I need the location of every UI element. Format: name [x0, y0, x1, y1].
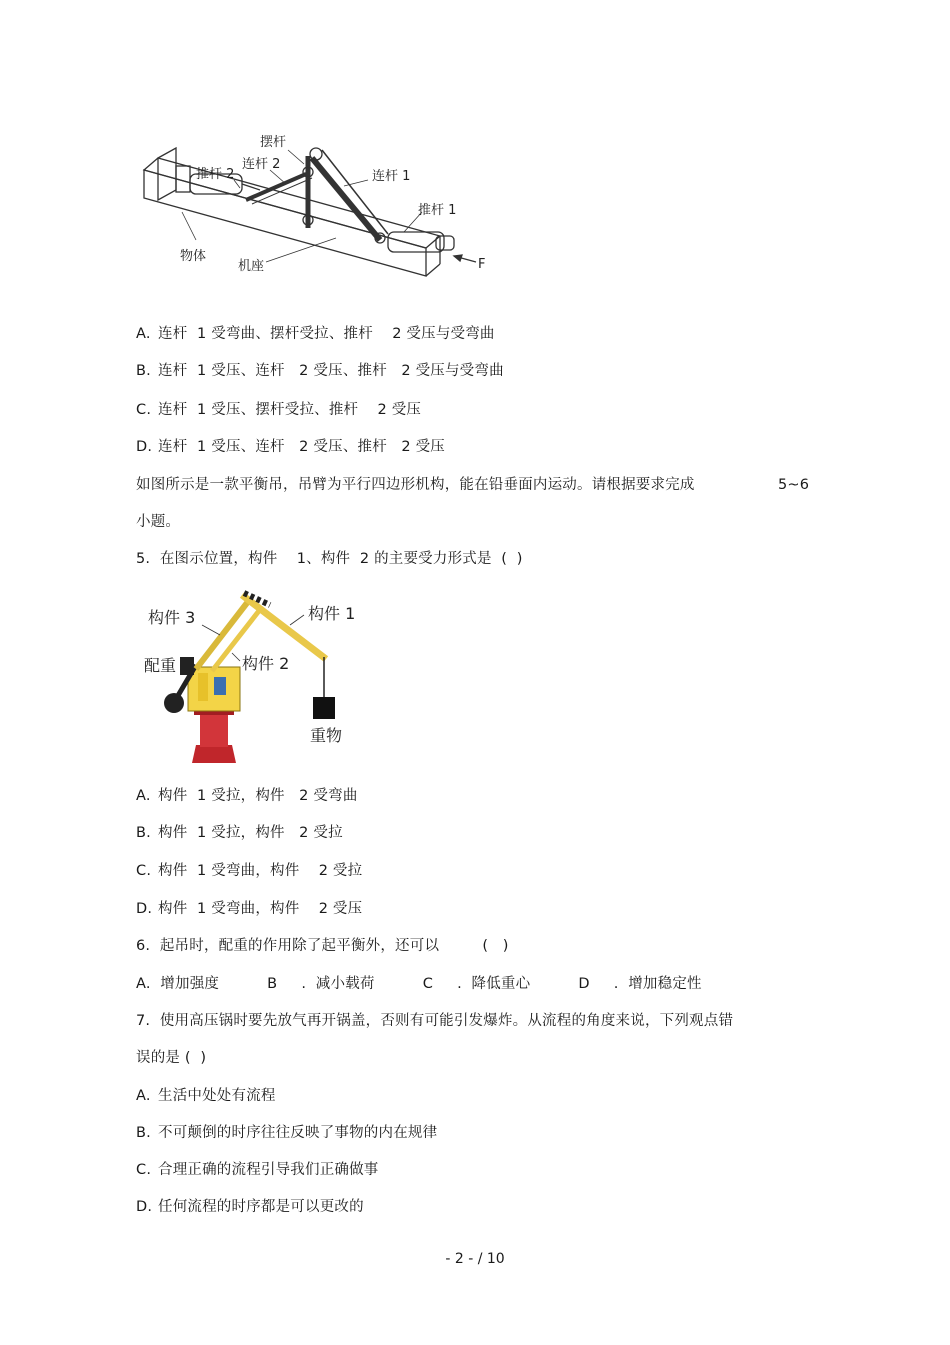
q7-option-b: B. 不可颠倒的时序往往反映了事物的内在规律 [136, 1125, 438, 1141]
label-member-1: 构件 1 [308, 604, 356, 623]
q4-option-c: C. 连杆 1 受压、摆杆受拉、推杆 2 受压 [136, 402, 422, 418]
balance-crane-figure [140, 585, 380, 770]
label-force: F [478, 257, 486, 272]
q5-stem: 5. 在图示位置，构件 1、构件 2 的主要受力形式是 ( ) [136, 551, 523, 567]
label-link-2: 连杆 2 [242, 157, 281, 172]
link-1 [312, 158, 380, 240]
label-rocker: 摆杆 [260, 135, 287, 150]
label-load: 重物 [310, 726, 343, 745]
q5-option-c: C. 构件 1 受弯曲，构件 2 受拉 [136, 863, 363, 879]
label-member-3: 构件 3 [148, 608, 196, 627]
counterweight [164, 693, 184, 713]
label-object: 物体 [180, 249, 207, 264]
linkage-mechanism-figure [136, 128, 496, 288]
crane-pedestal [192, 745, 236, 763]
q6-options: A. 增加强度 B . 减小载荷 C . 降低重心 D . 增加稳定性 [136, 976, 702, 992]
q4-option-d: D. 连杆 1 受压、连杆 2 受压、推杆 2 受压 [136, 439, 445, 455]
label-push-rod-2: 推杆 2 [196, 167, 235, 182]
intro-line-2: 小题。 [136, 514, 181, 530]
label-push-rod-1: 推杆 1 [418, 203, 457, 218]
page-number: - 2 - / 10 [445, 1251, 505, 1267]
q7-option-c: C. 合理正确的流程引导我们正确做事 [136, 1162, 379, 1178]
intro-line-1: 如图所示是一款平衡吊，吊臂为平行四边形机构，能在铅垂面内运动。请根据要求完成 [136, 477, 695, 493]
label-link-1: 连杆 1 [372, 169, 411, 184]
q6-stem: 6. 起吊时，配重的作用除了起平衡外，还可以 ( ) [136, 938, 509, 954]
heavy-load [313, 697, 335, 719]
label-base: 机座 [238, 259, 265, 274]
q7-stem-line-2: 误的是 ( ) [136, 1050, 207, 1066]
q5-option-b: B. 构件 1 受拉，构件 2 受拉 [136, 825, 343, 841]
q5-option-d: D. 构件 1 受弯曲，构件 2 受压 [136, 901, 363, 917]
label-member-2: 构件 2 [242, 654, 290, 673]
q7-option-d: D. 任何流程的时序都是可以更改的 [136, 1199, 364, 1215]
q4-option-b: B. 连杆 1 受压、连杆 2 受压、推杆 2 受压与受弯曲 [136, 363, 504, 379]
q7-stem-line-1: 7. 使用高压锅时要先放气再开锅盖，否则有可能引发爆炸。从流程的角度来说，下列观点错 [136, 1013, 734, 1029]
intro-range: 5~6 [778, 477, 810, 493]
q5-option-a: A. 构件 1 受拉，构件 2 受弯曲 [136, 788, 358, 804]
q4-option-a: A. 连杆 1 受弯曲、摆杆受拉、推杆 2 受压与受弯曲 [136, 326, 495, 342]
q7-option-a: A. 生活中处处有流程 [136, 1088, 276, 1104]
label-counterweight: 配重 [144, 656, 177, 675]
